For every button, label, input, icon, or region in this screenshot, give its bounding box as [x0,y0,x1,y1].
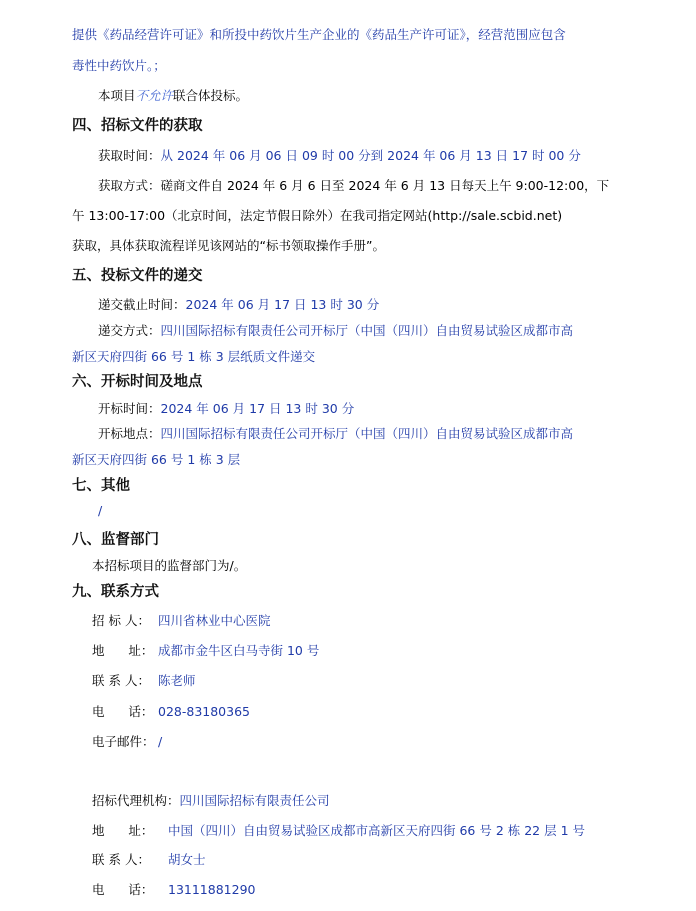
other-content: / [98,503,103,518]
submit-place-line-1: 递交方式：四川国际招标有限责任公司开标厅（中国（四川）自由贸易试验区成都市高 [98,323,574,338]
buyer-email: 电子邮件： / [92,734,163,749]
agency-phone: 电 话： 13111881290 [92,882,256,897]
buyer-contact: 联 系 人： 陈老师 [92,673,196,688]
buyer-address: 地 址： 成都市金牛区白马寺街 10 号 [92,643,320,658]
section-7-heading: 七、其他 [72,478,130,494]
section-6-heading: 六、开标时间及地点 [72,374,203,390]
submit-deadline: 递交截止时间：2024 年 06 月 17 日 13 时 30 分 [98,297,380,312]
agency-contact: 联 系 人： 胡女士 [92,852,206,867]
buyer-phone: 电 话： 028-83180365 [92,704,250,719]
acquire-method-line-1: 获取方式：磋商文件自 2024 年 6 月 6 日至 2024 年 6 月 13 日每天上午 9:00-12:00，下 [98,178,610,193]
open-place-line-2: 新区天府四街 66 号 1 栋 3 层 [72,452,241,467]
acquire-method-line-2: 午 13:00-17:00（北京时间，法定节假日除外）在我司指定网站(http://sale.scbid.net) [72,208,563,223]
submit-place-line-2: 新区天府四街 66 号 1 栋 3 层纸质文件递交 [72,349,316,364]
section-4-heading: 四、招标文件的获取 [72,118,203,134]
acquire-time: 获取时间：从 2024 年 06 月 06 日 09 时 00 分到 2024 年 06 月 13 日 17 时 00 分 [98,148,581,163]
buyer-name: 招 标 人： 四川省林业中心医院 [92,613,271,628]
agency-address: 地 址： 中国（四川）自由贸易试验区成都市高新区天府四街 66 号 2 栋 22 层 1 号 [92,823,586,838]
section-8-heading: 八、监督部门 [72,532,159,548]
acquire-method-line-3: 获取，具体获取流程详见该网站的“标书领取操作手册”。 [72,238,385,253]
open-place-line-1: 开标地点：四川国际招标有限责任公司开标厅（中国（四川）自由贸易试验区成都市高 [98,426,574,441]
section-9-heading: 九、联系方式 [72,584,159,600]
consortium-line: 本项目不允许联合体投标。 [98,88,249,103]
consortium-value: 不允许 [135,88,174,103]
intro-line-2: 毒性中药饮片。； [72,58,166,73]
agency-name: 招标代理机构：四川国际招标有限责任公司 [92,793,330,808]
supervision-content: 本招标项目的监督部门为/。 [92,558,247,573]
intro-line-1: 提供《药品经营许可证》和所投中药饮片生产企业的《药品生产许可证》，经营范围应包含 [72,27,566,42]
open-time: 开标时间：2024 年 06 月 17 日 13 时 30 分 [98,401,355,416]
section-5-heading: 五、投标文件的递交 [72,268,203,284]
